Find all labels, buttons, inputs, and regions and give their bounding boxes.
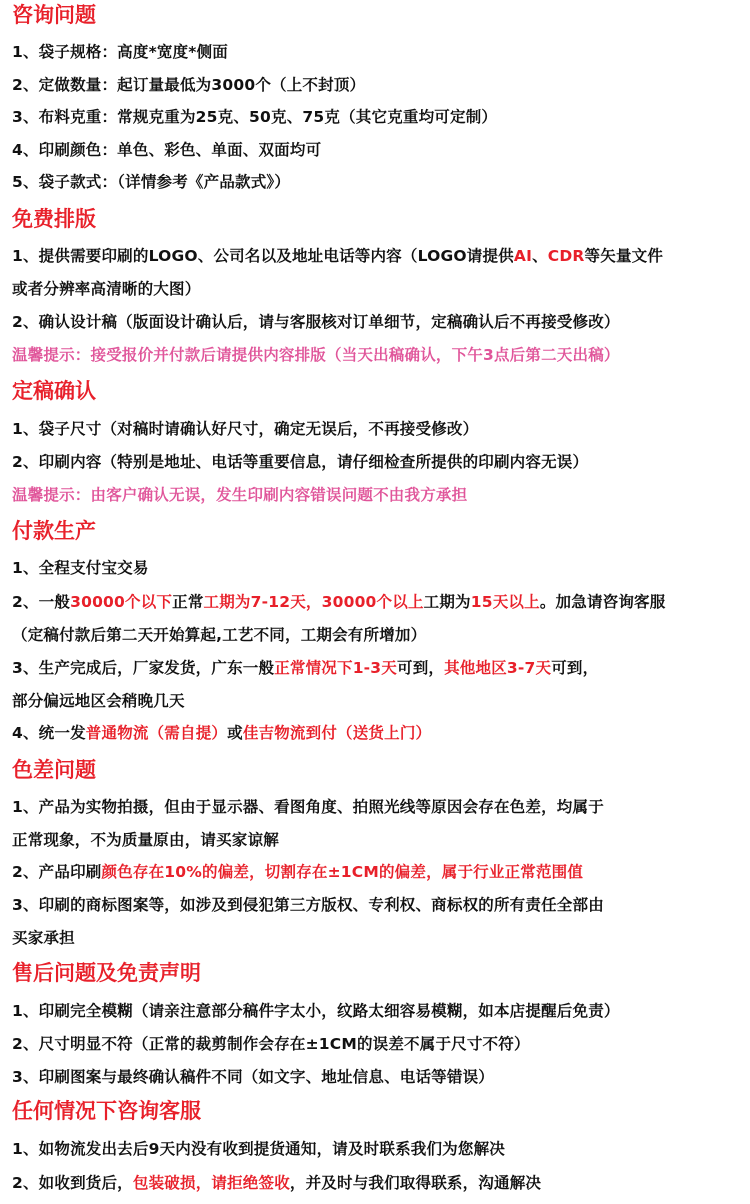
line-text: 2、一般	[12, 593, 71, 611]
line-text: 正常	[172, 593, 204, 611]
info-line	[12, 690, 185, 712]
info-line	[12, 41, 228, 63]
line-text: 4、统一发	[12, 724, 86, 742]
highlight-text: 包装破损，请拒绝签收	[132, 1174, 290, 1192]
info-line	[12, 657, 598, 679]
line-text: 温馨提示：接受报价并付款后请提供内容排版（当天出稿确认，下午3点后第二天出稿）	[12, 346, 620, 364]
highlight-text: 佳吉物流到付（送货上门）	[242, 724, 432, 742]
line-text: 2、产品印刷	[12, 863, 102, 881]
line-text: 买家承担	[12, 929, 75, 947]
section-title-color-difference: 色差问题	[12, 758, 96, 782]
line-text: 1、提供需要印刷的LOGO、公司名以及地址电话等内容（LOGO请提供	[12, 247, 514, 265]
line-text: 、	[532, 247, 548, 265]
line-text: 1、袋子尺寸（对稿时请确认好尺寸，确定无误后，不再接受修改）	[12, 420, 479, 438]
line-text: 2、如收到货后，	[12, 1174, 133, 1192]
line-text: 3、印刷图案与最终确认稿件不同（如文字、地址信息、电话等错误）	[12, 1068, 494, 1086]
info-line	[12, 894, 604, 916]
info-line	[12, 829, 279, 851]
line-text: 3、布料克重：常规克重为25克、50克、75克（其它克重均可定制）	[12, 108, 498, 126]
info-line	[12, 278, 200, 300]
info-line	[12, 1000, 620, 1022]
line-text: 1、如物流发出去后9天内没有收到提货通知，请及时联系我们为您解决	[12, 1140, 505, 1158]
info-line	[12, 861, 583, 883]
highlight-text: 15天以上	[470, 593, 540, 611]
tip-line	[12, 344, 620, 366]
info-line	[12, 624, 426, 646]
line-text: 1、袋子规格：高度*宽度*侧面	[12, 43, 228, 61]
section-title-after-sales-disclaimer: 售后问题及免责声明	[12, 961, 201, 985]
line-text: 2、印刷内容（特别是地址、电话等重要信息，请仔细检查所提供的印刷内容无误）	[12, 453, 589, 471]
info-line	[12, 1066, 494, 1088]
info-line	[12, 927, 75, 949]
line-text: 可到，	[551, 659, 599, 677]
line-text: ，并及时与我们取得联系，沟通解决	[289, 1174, 542, 1192]
section-title-draft-confirmation: 定稿确认	[12, 379, 96, 403]
info-line	[12, 245, 663, 267]
info-line	[12, 722, 431, 744]
line-text: 或	[227, 724, 243, 742]
section-title-free-layout: 免费排版	[12, 207, 96, 231]
highlight-text: 普通物流（需自提）	[85, 724, 228, 742]
line-text: 工期为	[423, 593, 471, 611]
line-text: 2、定做数量：起订量最低为3000个（上不封顶）	[12, 76, 366, 94]
info-line	[12, 591, 665, 613]
line-text: 。加急请咨询客服	[539, 593, 666, 611]
line-text: 可到，	[397, 659, 445, 677]
highlight-text: CDR	[547, 247, 585, 265]
line-text: 等矢量文件	[584, 247, 664, 265]
info-line	[12, 311, 620, 333]
line-text: 3、印刷的商标图案等，如涉及到侵犯第三方版权、专利权、商标权的所有责任全部由	[12, 896, 604, 914]
highlight-text: 正常情况下1-3天	[274, 659, 397, 677]
highlight-text: 工期为7-12天，30000个以上	[203, 593, 424, 611]
info-line	[12, 796, 604, 818]
highlight-text: 其他地区3-7天	[444, 659, 552, 677]
tip-line	[12, 484, 467, 506]
line-text: 5、袋子款式：（详情参考《产品款式》）	[12, 173, 291, 191]
info-line	[12, 418, 478, 440]
line-text: 3、生产完成后，厂家发货，广东一般	[12, 659, 275, 677]
line-text: 1、产品为实物拍摄，但由于显示器、看图角度、拍照光线等原因会存在色差，均属于	[12, 798, 604, 816]
section-title-consultation: 咨询问题	[12, 3, 96, 27]
highlight-text: AI	[513, 247, 533, 265]
section-title-contact-service: 任何情况下咨询客服	[12, 1099, 201, 1123]
line-text: 2、尺寸明显不符（正常的裁剪制作会存在±1CM的误差不属于尺寸不符）	[12, 1035, 530, 1053]
info-line	[12, 74, 365, 96]
info-line	[12, 451, 588, 473]
info-line	[12, 1172, 541, 1194]
line-text: （定稿付款后第二天开始算起,工艺不同，工期会有所增加）	[12, 626, 427, 644]
line-text: 部分偏远地区会稍晚几天	[12, 692, 185, 710]
line-text: 1、全程支付宝交易	[12, 559, 149, 577]
line-text: 正常现象，不为质量原由，请买家谅解	[12, 831, 279, 849]
line-text: 1、印刷完全模糊（请亲注意部分稿件字太小，纹路太细容易模糊，如本店提醒后免责）	[12, 1002, 620, 1020]
info-line	[12, 171, 290, 193]
line-text: 2、确认设计稿（版面设计确认后，请与客服核对订单细节，定稿确认后不再接受修改）	[12, 313, 620, 331]
info-line	[12, 1138, 505, 1160]
highlight-text: 30000个以下	[70, 593, 173, 611]
info-line	[12, 106, 497, 128]
line-text: 或者分辨率高清晰的大图）	[12, 280, 201, 298]
line-text: 温馨提示：由客户确认无误，发生印刷内容错误问题不由我方承担	[12, 486, 468, 504]
info-line	[12, 557, 149, 579]
section-title-payment-production: 付款生产	[12, 519, 96, 543]
info-line	[12, 1033, 530, 1055]
info-line	[12, 139, 321, 161]
highlight-text: 颜色存在10%的偏差，切割存在±1CM的偏差，属于行业正常范围值	[101, 863, 584, 881]
line-text: 4、印刷颜色：单色、彩色、单面、双面均可	[12, 141, 322, 159]
